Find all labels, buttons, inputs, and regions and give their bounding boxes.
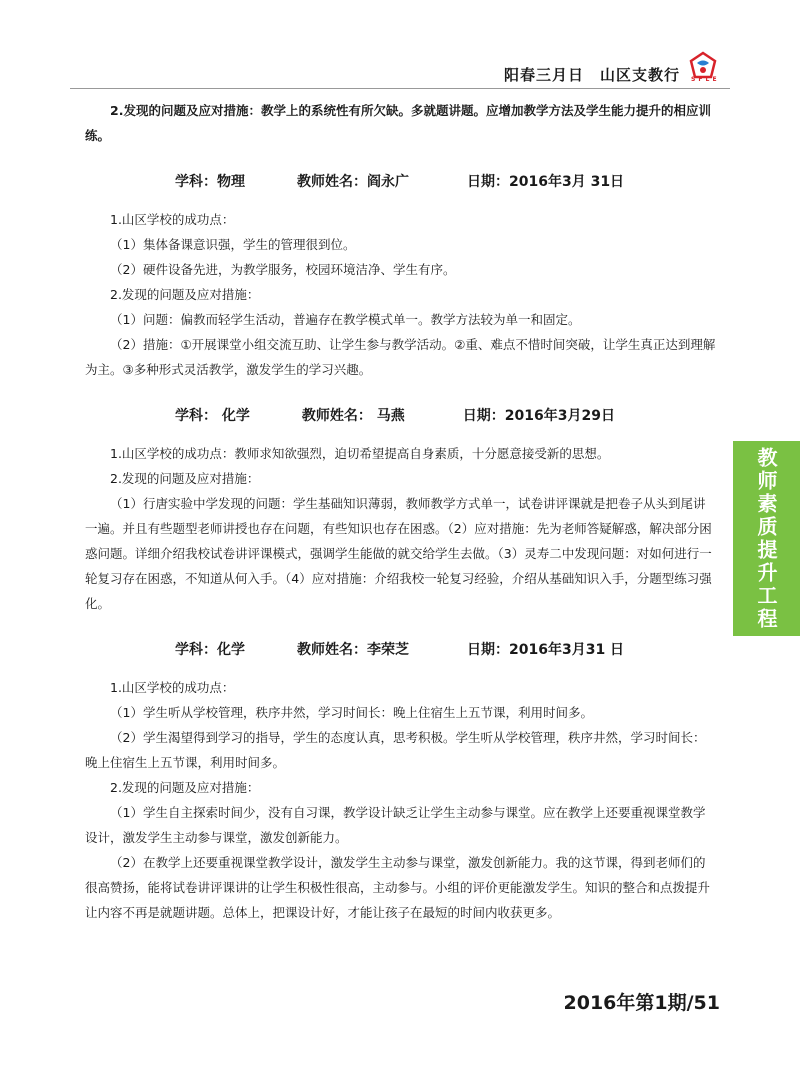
report-section-chemistry-li	[85, 636, 717, 925]
section-subject: 学科： 化学	[175, 407, 250, 424]
section-paragraph: （2）学生渴望得到学习的指导，学生的态度认真，思考积极。学生听从学校管理，秩序井然，学习时间长：晚上住宿生上五节课，利用时间多。	[85, 730, 706, 770]
section-paragraph: 2.发现的问题及应对措施：	[110, 780, 260, 795]
section-paragraph: 2.发现的问题及应对措施：	[110, 287, 260, 302]
intro-paragraph: 2.发现的问题及应对措施：教学上的系统性有所欠缺。多就题讲题。应增加教学方法及学生能力提升的相应训练。	[85, 103, 711, 143]
section-date: 日期：2016年3月 31日	[467, 173, 625, 190]
section-paragraph: （2）在教学上还要重视课堂教学设计，激发学生主动参与课堂，激发创新能力。我的这节课，得到老师们的很高赞扬，能将试卷讲评课讲的让学生积极性很高，主动参与。小组的评价更能激发学生。知识的整合和点拨提升让内容不再是就题讲题。总体上，把课设计好，才能让孩子在最短的时间内收获更多。	[85, 855, 711, 920]
section-header	[85, 402, 717, 430]
side-tab-label: 教师素质提升工程	[754, 446, 778, 631]
section-paragraph: （1）学生听从学校管理，秩序井然，学习时间长：晚上住宿生上五节课，利用时间多。	[110, 705, 593, 720]
report-section-chemistry-ma	[85, 402, 717, 616]
section-paragraph: （1）问题：偏教而轻学生活动，普遍存在教学模式单一。教学方法较为单一和固定。	[110, 312, 581, 327]
section-teacher: 教师姓名：阎永广	[297, 173, 409, 190]
section-header	[85, 168, 717, 196]
side-tab-badge	[733, 441, 800, 636]
section-subject: 学科：化学	[175, 641, 245, 658]
section-paragraph: （2）措施：①开展课堂小组交流互助、让学生参与教学活动。②重、难点不惜时间突破，让学生真正达到理解为主。③多种形式灵活教学，激发学生的学习兴趣。	[85, 337, 716, 377]
section-date: 日期：2016年3月29日	[462, 407, 615, 424]
section-paragraph: 1.山区学校的成功点：	[110, 212, 235, 227]
section-teacher: 教师姓名： 马燕	[301, 407, 405, 424]
header-title: 阳春三月日 山区支教行	[503, 66, 680, 84]
page-number-footer: 2016年第1期/51	[563, 992, 720, 1014]
section-paragraph: （1）学生自主探索时间少，没有自习课，教学设计缺乏让学生主动参与课堂。应在教学上还要重视课堂教学设计，激发学生主动参与课堂，激发创新能力。	[85, 805, 706, 845]
section-header	[85, 636, 717, 664]
logo-text: S F L E	[690, 76, 718, 83]
header-divider	[70, 88, 730, 89]
section-paragraph: （2）硬件设备先进，为教学服务，校园环境洁净、学生有序。	[110, 262, 456, 277]
section-paragraph: 2.发现的问题及应对措施：	[110, 471, 260, 486]
section-paragraph: （1）行唐实验中学发现的问题：学生基础知识薄弱，教师教学方式单一，试卷讲评课就是把卷子从头到尾讲一遍。并且有些题型老师讲授也存在问题，有些知识也存在困惑。（2）应对措施：先为老师答疑解惑，解决部分困惑问题。详细介绍我校试卷讲评课模式，强调学生能做的就交给学生去做。（3）灵寿二中发现问题：对如何进行一轮复习存在困惑，不知道从何入手。（4）应对措施：介绍我校一轮复习经验，介绍从基础知识入手，分题型练习强化。	[85, 496, 712, 611]
section-paragraph: 1.山区学校的成功点：	[110, 680, 235, 695]
section-date: 日期：2016年3月31 日	[467, 641, 625, 658]
section-paragraph: （1）集体备课意识强，学生的管理很到位。	[110, 237, 356, 252]
section-teacher: 教师姓名：李荣芝	[297, 641, 409, 658]
section-paragraph: 1.山区学校的成功点：教师求知欲强烈，迫切希望提高自身素质，十分愿意接受新的思想。	[110, 446, 610, 461]
report-section-physics	[85, 168, 717, 382]
section-subject: 学科：物理	[175, 173, 245, 190]
page-content	[85, 98, 717, 925]
